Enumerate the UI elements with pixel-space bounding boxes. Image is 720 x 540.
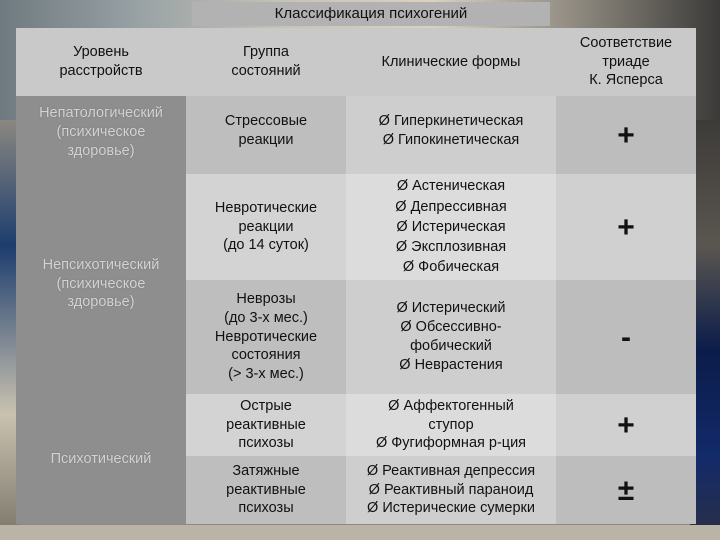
- triad-cell: [556, 394, 696, 456]
- triad-sign: -: [621, 320, 631, 354]
- form-item: ступор: [428, 416, 474, 433]
- form-item: Ø Гиперкинетическая: [378, 113, 524, 129]
- group-line: Острые: [240, 397, 292, 414]
- triad-cell: [556, 96, 696, 174]
- header-level-line: Уровень: [73, 44, 129, 61]
- group-cell: [186, 96, 346, 174]
- triad-cell: [556, 280, 696, 394]
- group-line: реактивные: [226, 481, 306, 498]
- forms-cell: [346, 280, 556, 394]
- header-triad-line: триаде: [602, 53, 650, 70]
- form-item: Ø Истерическая: [396, 218, 506, 235]
- group-cell: [186, 394, 346, 456]
- level-line: Непсихотический: [42, 256, 160, 273]
- group-line: (до 14 суток): [223, 237, 309, 254]
- header-group-line: Группа: [243, 44, 289, 61]
- form-item: Ø Реактивный параноид: [368, 481, 534, 498]
- group-line: Невротические: [214, 328, 318, 345]
- triad-sign: +: [617, 408, 635, 442]
- form-item: Ø Депрессивная: [395, 198, 507, 215]
- group-cell: [186, 456, 346, 524]
- level-line: (психическое: [56, 275, 146, 292]
- level-nonpsychotic: [16, 174, 186, 394]
- form-item: Ø Истерический: [396, 300, 506, 317]
- group-line: Невротические: [214, 199, 318, 216]
- group-line: реакции: [238, 218, 294, 235]
- level-psychotic: [16, 394, 186, 524]
- triad-cell: [556, 174, 696, 280]
- group-line: Затяжные: [232, 462, 300, 479]
- form-item: фобический: [410, 338, 492, 354]
- level-line: здоровье): [67, 142, 135, 159]
- triad-sign: ±: [617, 473, 635, 507]
- group-line: психозы: [238, 435, 294, 452]
- form-item: Ø Истерические сумерки: [367, 500, 535, 517]
- group-line: реактивные: [226, 416, 306, 433]
- slide-title: Классификация психогений: [192, 2, 550, 26]
- group-cell: [186, 280, 346, 394]
- group-cell: [186, 174, 346, 280]
- level-line: Психотический: [50, 450, 152, 467]
- classification-table: [16, 28, 696, 524]
- group-line: состояния: [231, 347, 301, 364]
- form-item: Ø Аффектогенный: [388, 397, 514, 414]
- forms-cell: [346, 174, 556, 280]
- background-photo-bottom: [0, 525, 720, 540]
- triad-cell: [556, 456, 696, 524]
- header-forms-line: Клинические формы: [381, 53, 521, 70]
- form-item: Ø Эксплозивная: [395, 239, 507, 256]
- level-nonpathological: [16, 96, 186, 174]
- header-level: [16, 28, 186, 96]
- forms-cell: [346, 394, 556, 456]
- level-line: (психическое: [56, 123, 146, 140]
- group-line: (до 3-х мес.): [224, 309, 308, 326]
- level-line: здоровье): [67, 294, 135, 311]
- triad-sign: +: [617, 118, 635, 152]
- group-line: Стрессовые: [224, 113, 308, 129]
- header-triad-line: К. Ясперса: [589, 72, 663, 89]
- form-item: Ø Фугиформная р-ция: [375, 435, 527, 452]
- form-item: Ø Астеническая: [396, 178, 506, 195]
- forms-cell: [346, 456, 556, 524]
- form-item: Ø Обсессивно-: [400, 319, 502, 336]
- group-line: Неврозы: [236, 290, 296, 307]
- group-line: психозы: [238, 500, 294, 517]
- header-triad-line: Соответствие: [579, 34, 673, 51]
- group-line: (> 3-х мес.): [228, 366, 304, 383]
- level-line: Непатологический: [39, 105, 163, 121]
- form-item: Ø Гипокинетическая: [382, 131, 520, 148]
- form-item: Ø Неврастения: [399, 356, 503, 373]
- header-forms: [346, 28, 556, 96]
- header-triad: [556, 28, 696, 96]
- header-group: [186, 28, 346, 96]
- group-line: реакции: [238, 131, 294, 148]
- triad-sign: +: [617, 210, 635, 244]
- header-level-line: расстройств: [59, 63, 143, 79]
- header-group-line: состояний: [231, 63, 301, 79]
- forms-cell: [346, 96, 556, 174]
- form-item: Ø Фобическая: [402, 259, 500, 276]
- form-item: Ø Реактивная депрессия: [366, 462, 536, 479]
